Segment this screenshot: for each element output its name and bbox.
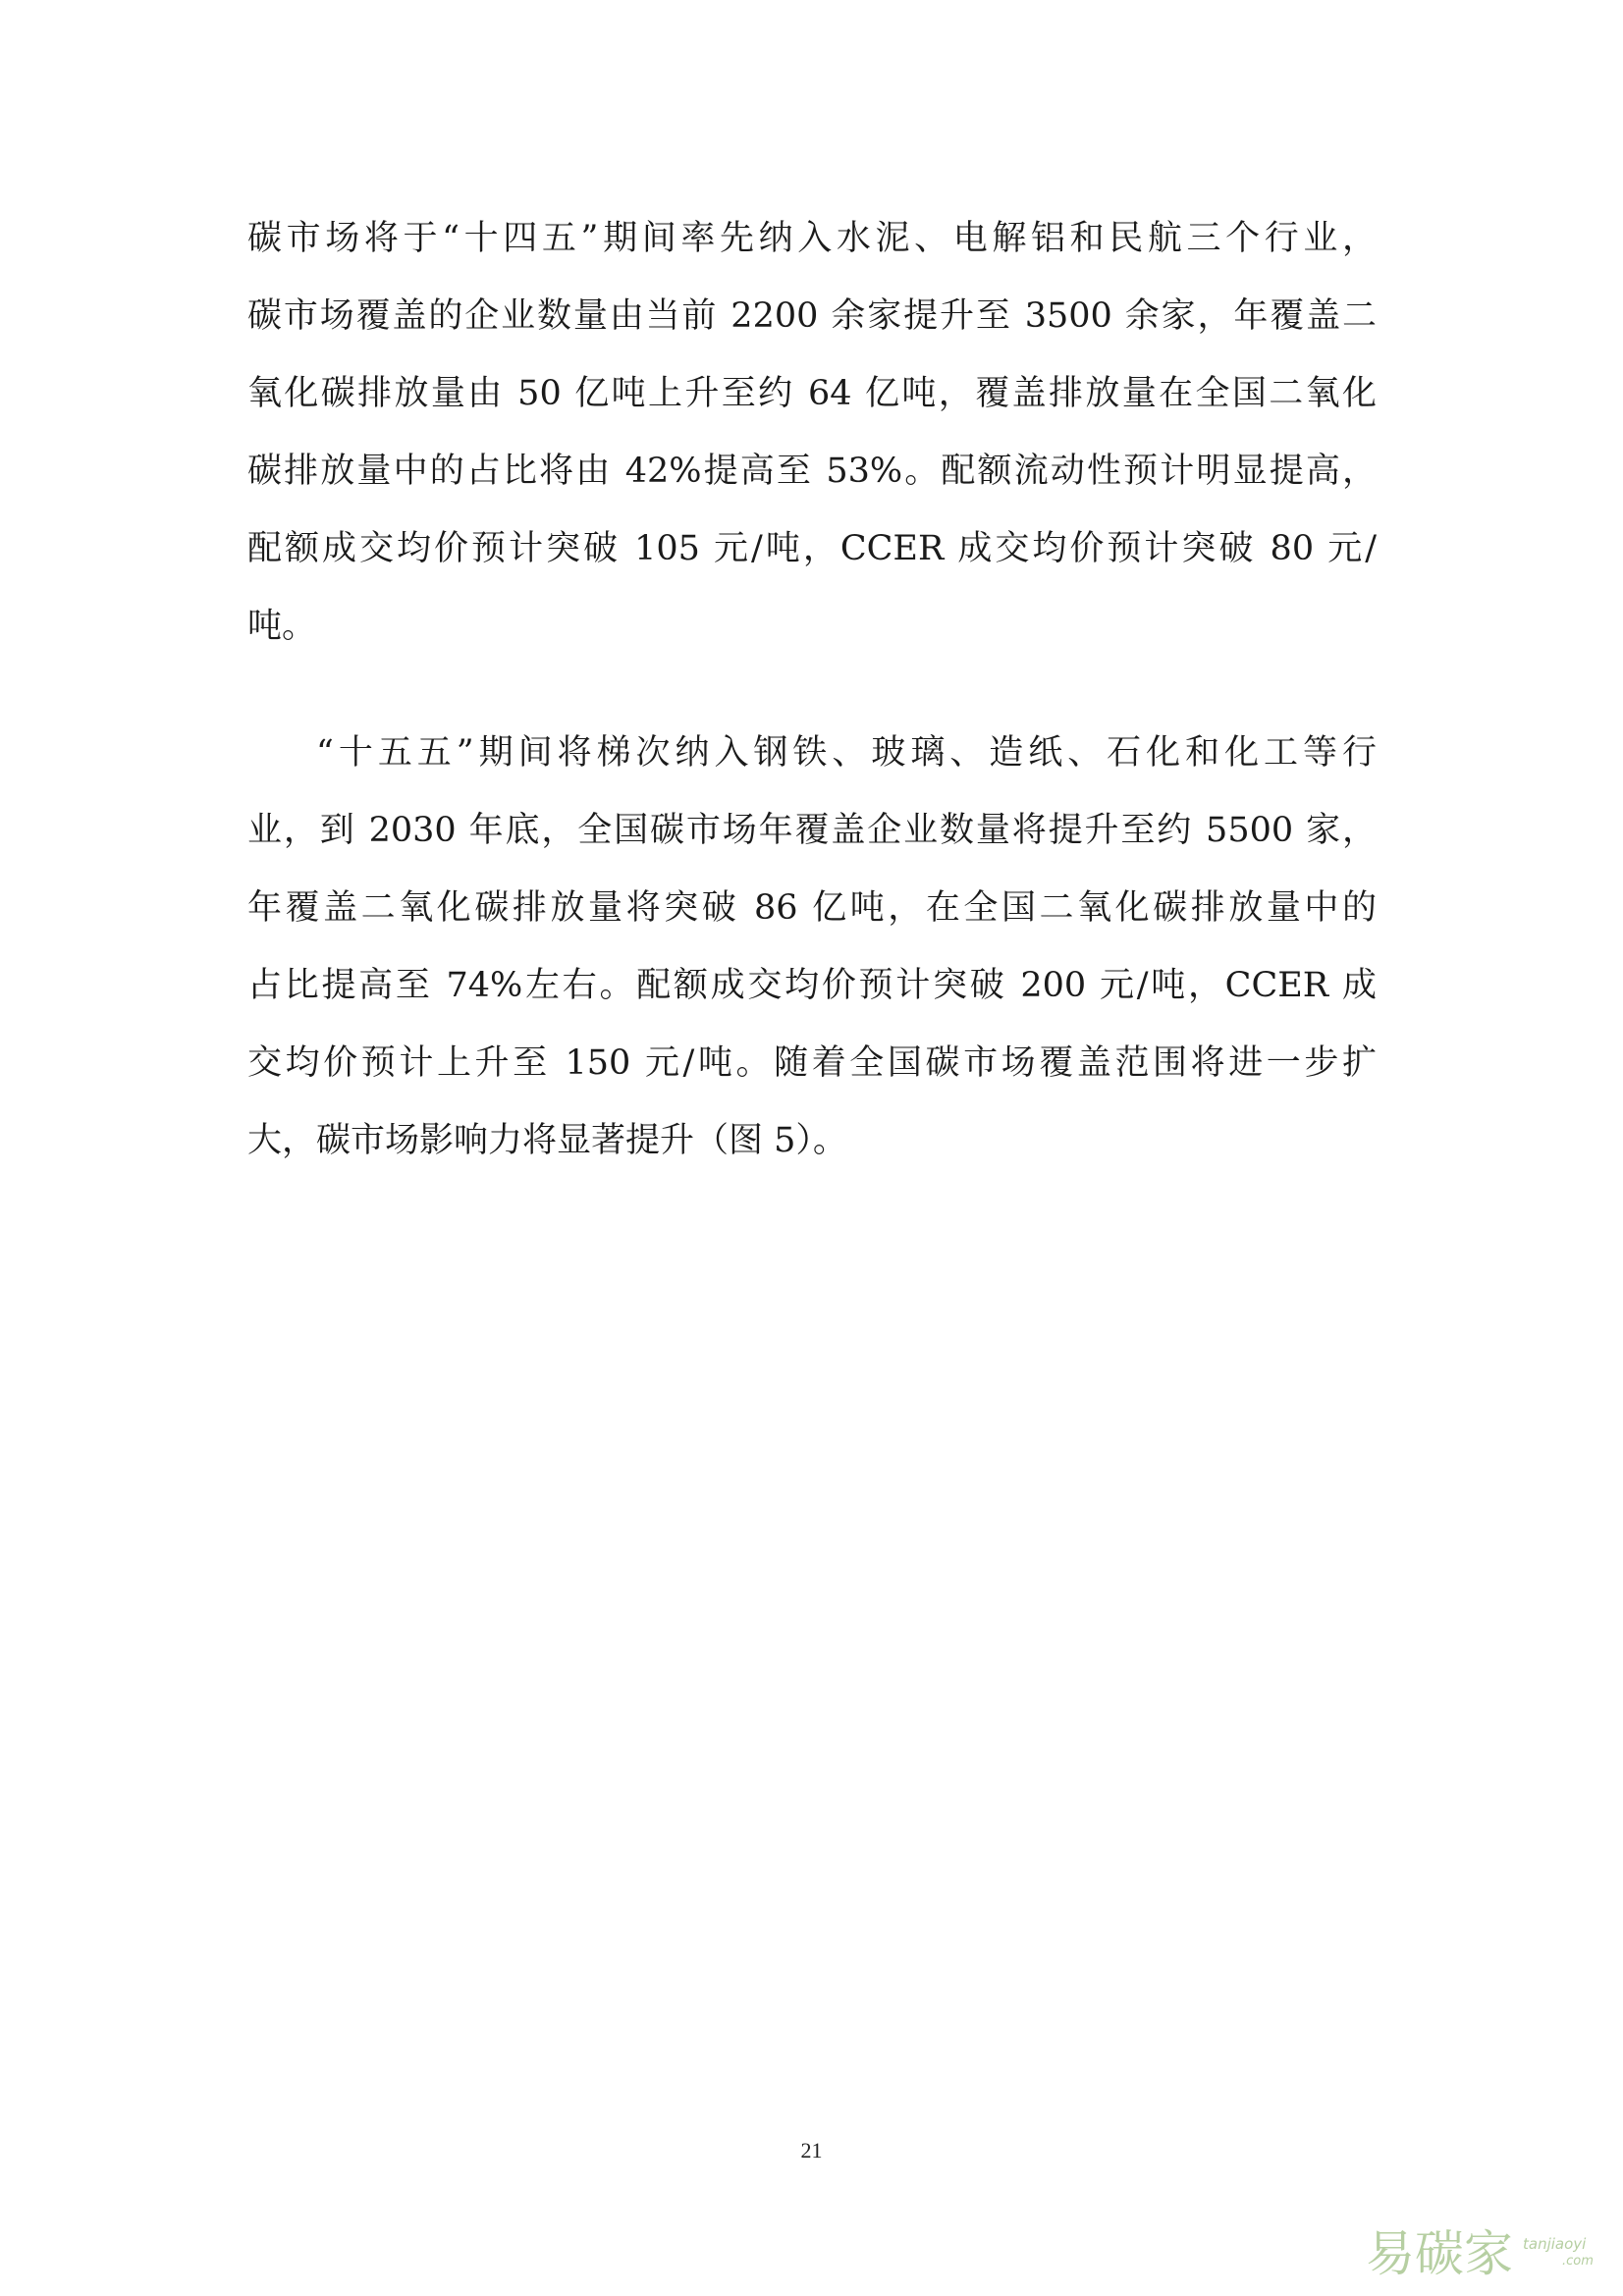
watermark-logo <box>1366 2221 1601 2284</box>
text-line: 大，碳市场影响力将显著提升（图 5）。 <box>247 1121 847 1160</box>
watermark-domain: tanjiaoyi <box>1523 2235 1587 2253</box>
text-line: 年覆盖二氧化碳排放量将突破 86 亿吨，在全国二氧化碳排放量中的 <box>247 888 1377 928</box>
text-line: 业，到 2030 年底，全国碳市场年覆盖企业数量将提升至约 5500 家， <box>247 811 1377 850</box>
text-line: 吨。 <box>247 607 317 646</box>
text-line: 碳市场覆盖的企业数量由当前 2200 余家提升至 3500 余家，年覆盖二 <box>247 296 1377 336</box>
watermark-suffix: .com <box>1562 2254 1594 2269</box>
text-line: 碳市场将于“十四五”期间率先纳入水泥、电解铝和民航三个行业， <box>247 219 1377 258</box>
text-line: 占比提高至 74%左右。配额成交均价预计突破 200 元/吨，CCER 成 <box>247 966 1377 1005</box>
text-line: 配额成交均价预计突破 105 元/吨，CCER 成交均价预计突破 80 元/ <box>247 529 1377 568</box>
text-line: “十五五”期间将梯次纳入钢铁、玻璃、造纸、石化和化工等行 <box>316 733 1377 773</box>
text-line: 氧化碳排放量由 50 亿吨上升至约 64 亿吨，覆盖排放量在全国二氧化 <box>247 374 1377 413</box>
text-line: 碳排放量中的占比将由 42%提高至 53%。配额流动性预计明显提高， <box>247 452 1377 491</box>
watermark-brand: 易碳家 <box>1366 2225 1513 2282</box>
text-line: 交均价预计上升至 150 元/吨。随着全国碳市场覆盖范围将进一步扩 <box>247 1043 1377 1083</box>
page-number: 21 <box>800 2138 823 2163</box>
